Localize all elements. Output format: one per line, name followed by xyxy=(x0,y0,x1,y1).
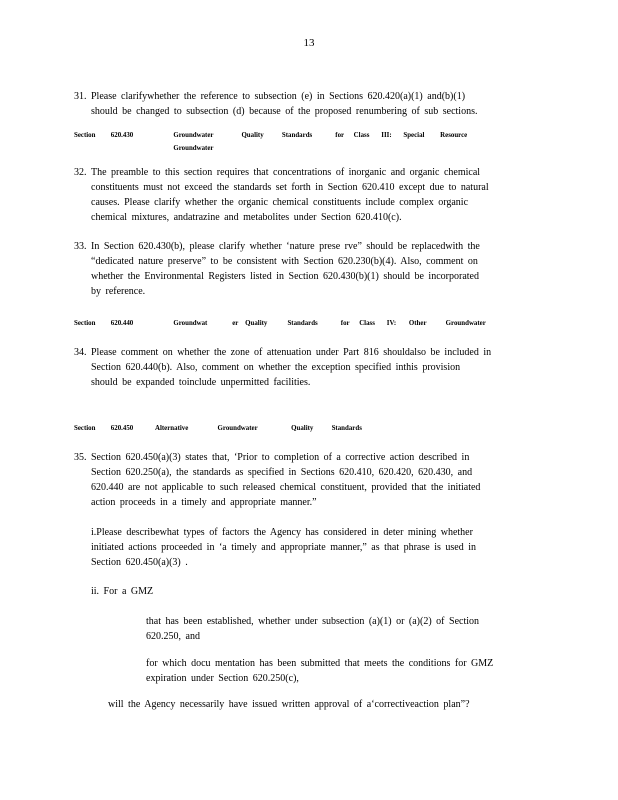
heading-word: Standards xyxy=(331,423,362,432)
text-line: initiated actions proceeded in ‘a timely and appropriate manner,” as that phrase is used in xyxy=(91,542,476,553)
text-line: Section 620.450(a)(3) states that, ‘Prior to completion of a corrective action described in xyxy=(91,452,470,463)
text-line: The preamble to this section requires that concentrations of inorganic and organic chemical xyxy=(91,167,481,178)
text-line: action proceeds in a timely and appropriate manner.” xyxy=(91,497,317,508)
heading-word: er xyxy=(232,318,239,327)
heading-word: III: xyxy=(381,130,392,139)
heading-word: for xyxy=(340,318,350,327)
text-line: should be expanded toinclude unpermitted facilities. xyxy=(91,377,311,388)
heading-word: Quality xyxy=(291,423,314,432)
question-number: 34. xyxy=(74,347,87,358)
heading-word: Section xyxy=(74,423,96,432)
heading-word: Standards xyxy=(281,130,313,139)
question-35-part-ii-condition-b xyxy=(146,656,493,686)
text-line: ii. For a GMZ xyxy=(91,586,154,597)
heading-word: IV: xyxy=(386,318,397,327)
question-number: 35. xyxy=(74,452,87,463)
text-line: In Section 620.430(b), please clarify whether ‘nature prese rve” should be replacedwith the xyxy=(91,241,480,252)
section-heading-620-440 xyxy=(74,316,486,329)
text-line: causes. Please clarify whether the organic chemical constituents include complex organic xyxy=(91,197,469,208)
question-32 xyxy=(74,165,489,225)
heading-word: Quality xyxy=(245,318,268,327)
section-heading-620-450 xyxy=(74,421,362,434)
heading-word: 620.450 xyxy=(110,423,134,432)
question-34 xyxy=(74,345,491,390)
heading-word: Class xyxy=(359,318,375,327)
heading-word: 620.440 xyxy=(110,318,134,327)
heading-word: for xyxy=(335,130,345,139)
text-line: i.Please describewhat types of factors the Agency has considered in deter mining whether xyxy=(91,527,473,538)
heading-word: Resource xyxy=(440,130,468,139)
heading-word: Groundwater xyxy=(217,423,258,432)
question-number: 31. xyxy=(74,91,87,102)
question-35-part-ii-condition-a xyxy=(146,614,479,644)
text-line: Please comment on whether the zone of attenuation under Part 816 shouldalso be included in xyxy=(91,347,492,358)
heading-word: Standards xyxy=(287,318,318,327)
question-35-closing xyxy=(108,697,470,712)
heading-word: Special xyxy=(403,130,425,139)
text-line: will the Agency necessarily have issued written approval of a‘correctiveaction plan”? xyxy=(108,699,470,710)
text-line: by reference. xyxy=(91,286,146,297)
text-line: for which docu mentation has been submitted that meets the conditions for GMZ xyxy=(146,658,494,669)
text-line: 620.250, and xyxy=(146,631,200,642)
question-33 xyxy=(74,239,480,299)
text-line: that has been established, whether under subsection (a)(1) or (a)(2) of Section xyxy=(146,616,480,627)
heading-word: Groundwat xyxy=(173,318,208,327)
text-line: Section 620.250(a), the standards as specified in Sections 620.410, 620.420, 620.430, and xyxy=(91,467,473,478)
text-line: Please clarifywhether the reference to subsection (e) in Sections 620.420(a)(1) and(b)(1) xyxy=(91,91,466,102)
heading-word: Quality xyxy=(241,130,264,139)
text-line: “dedicated nature preserve” to be consistent with Section 620.230(b)(4). Also, comment on xyxy=(91,256,478,267)
heading-word: Other xyxy=(408,318,427,327)
text-line: 620.440 are not applicable to such released chemical constituent, provided that the initiated xyxy=(91,482,481,493)
heading-word: Groundwater xyxy=(173,143,214,152)
question-number: 33. xyxy=(74,241,87,252)
question-35-part-ii xyxy=(91,584,153,599)
heading-word: 620.430 xyxy=(110,130,134,139)
text-line: expiration under Section 620.250(c), xyxy=(146,673,299,684)
section-heading-620-430 xyxy=(74,128,467,154)
heading-word: Groundwater xyxy=(445,318,486,327)
text-line: Section 620.450(a)(3) . xyxy=(91,557,188,568)
text-line: should be changed to subsection (d) because of the proposed renumbering of sub sections. xyxy=(91,106,478,117)
question-number: 32. xyxy=(74,167,87,178)
text-line: constituents must not exceed the standards set forth in Section 620.410 except due to natural xyxy=(91,182,489,193)
heading-word: Alternative xyxy=(154,423,189,432)
text-line: Section 620.440(b). Also, comment on whether the exception specified inthis provision xyxy=(91,362,461,373)
text-line: whether the Environmental Registers listed in Section 620.430(b)(1) should be incorporated xyxy=(91,271,479,282)
text-line: chemical mixtures, andatrazine and metabolites under Section 620.410(c). xyxy=(91,212,402,223)
question-35 xyxy=(74,450,480,510)
heading-word: Groundwater xyxy=(173,130,214,139)
question-35-part-i xyxy=(91,525,476,570)
heading-word: Section xyxy=(74,318,96,327)
heading-word: Class xyxy=(353,130,370,139)
question-31 xyxy=(74,89,477,119)
heading-word: Section xyxy=(74,130,96,139)
page-number: 13 xyxy=(303,37,315,49)
